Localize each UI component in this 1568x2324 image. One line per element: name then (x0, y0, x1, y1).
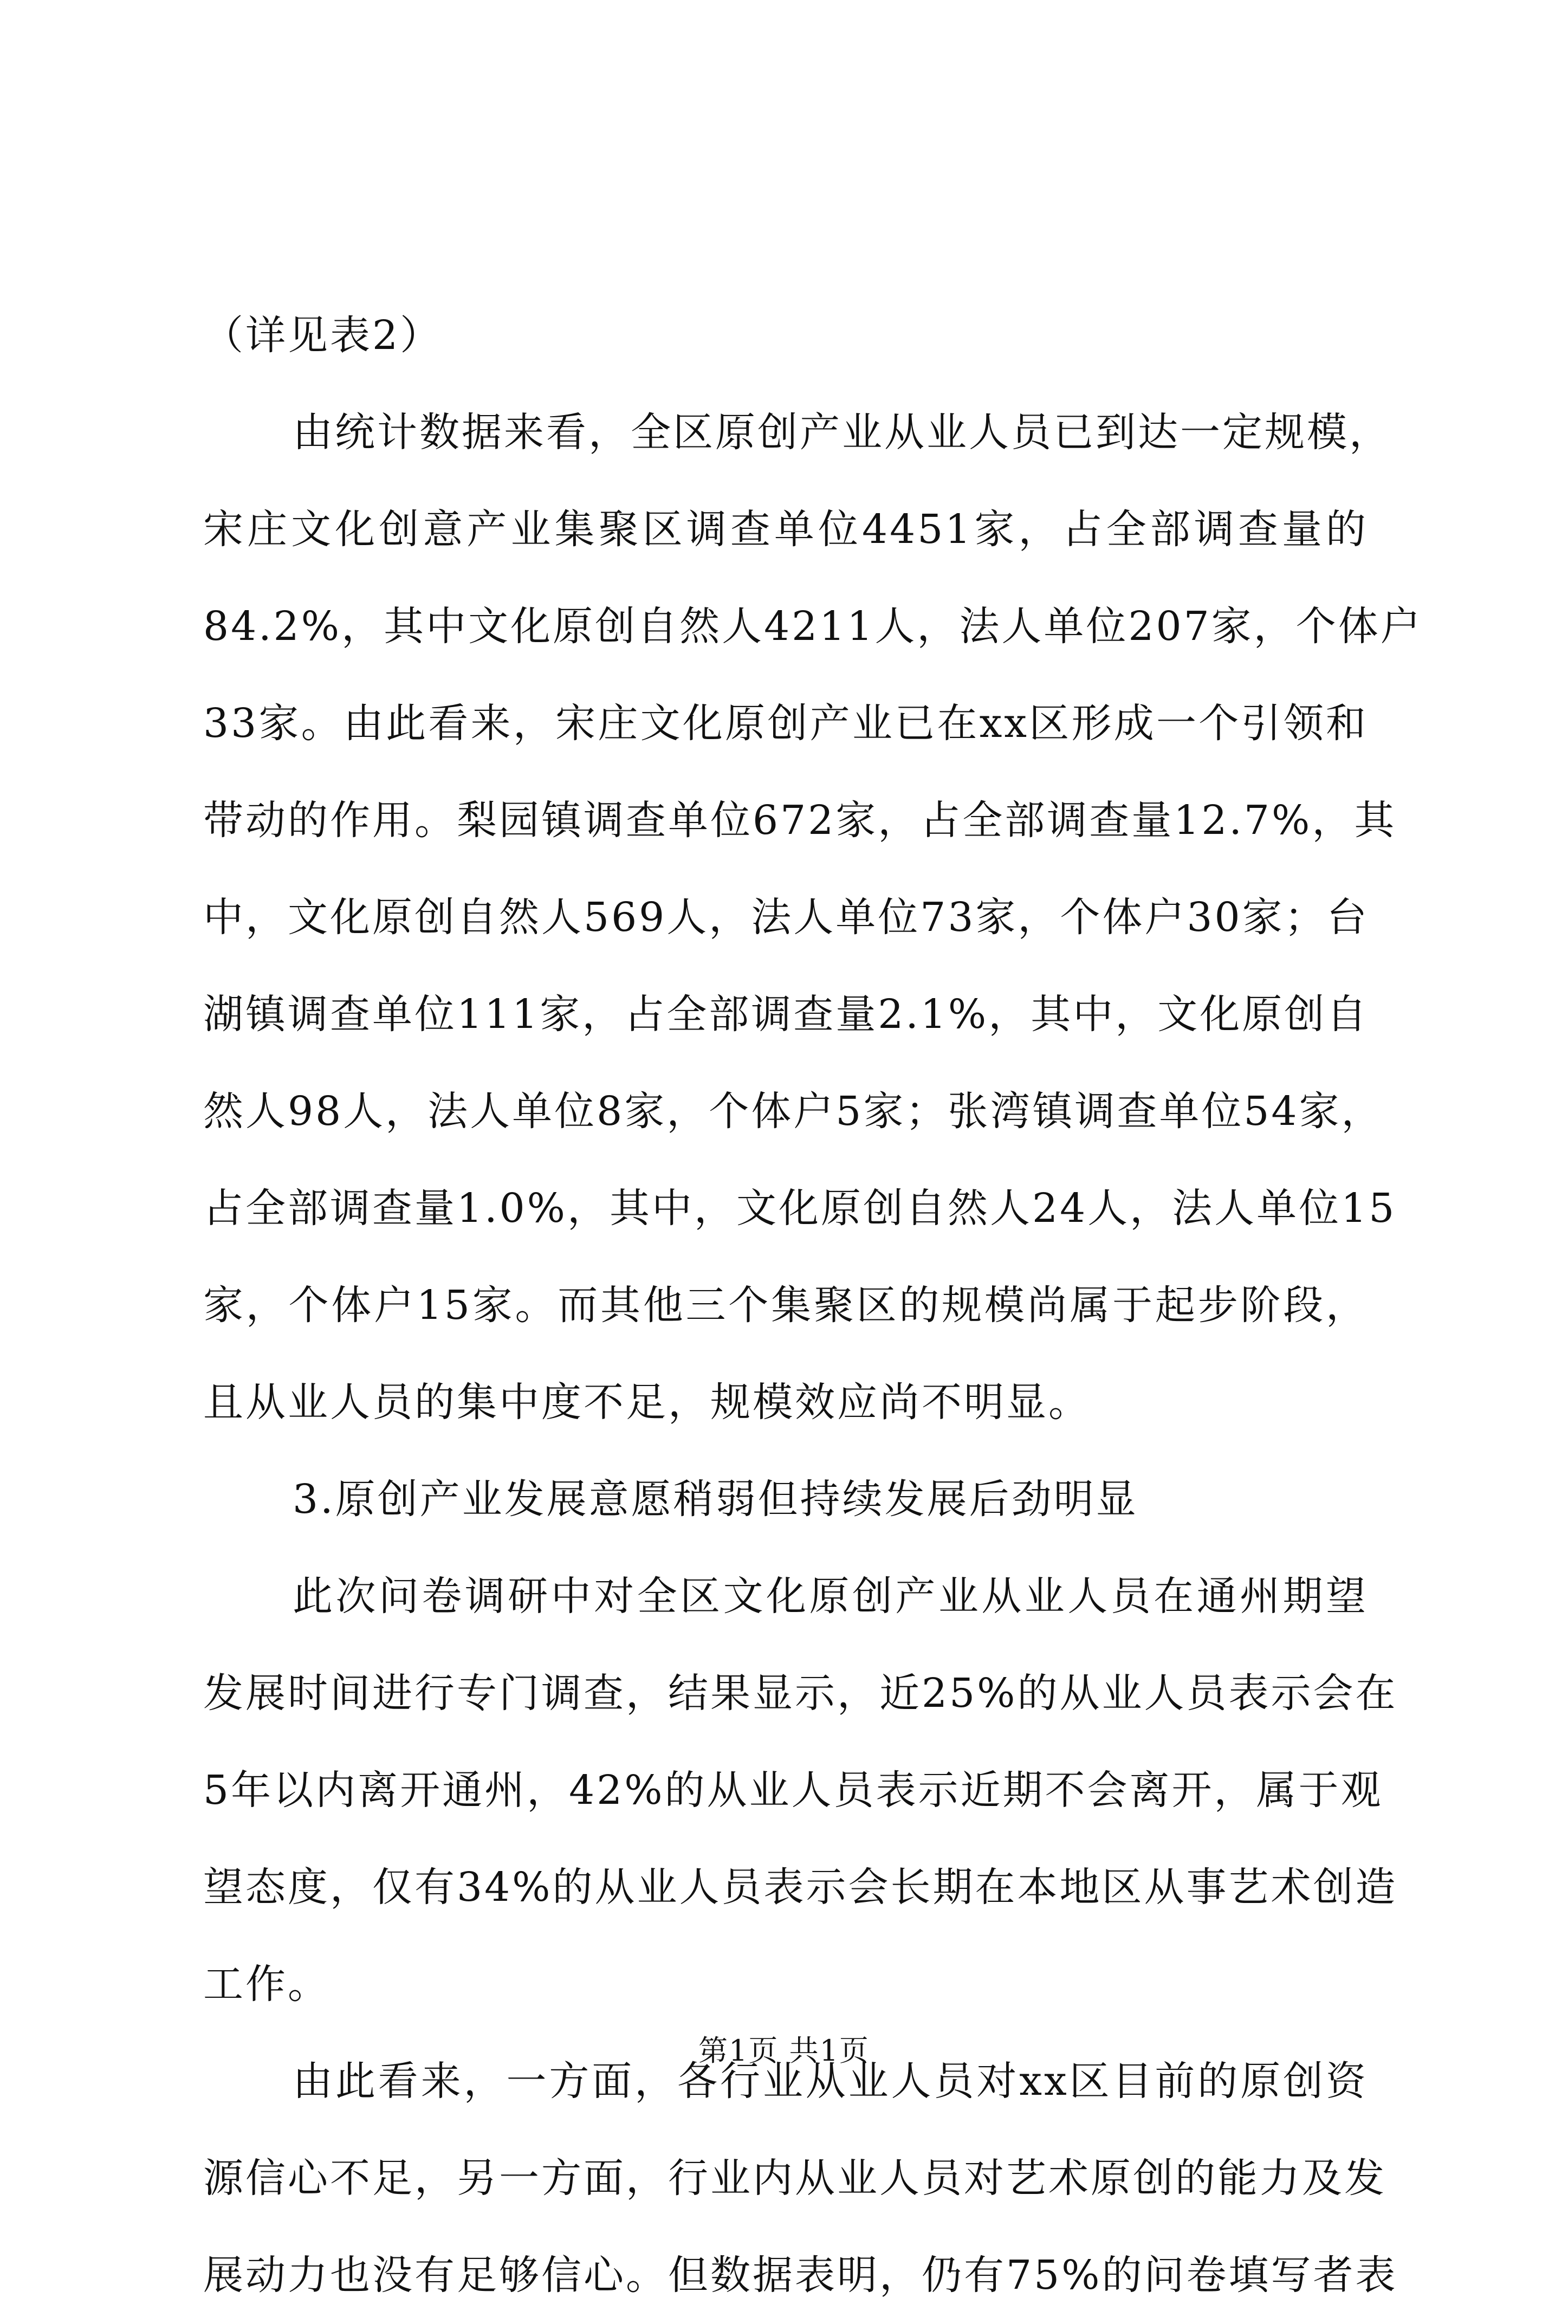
paragraph-line: 且从业人员的集中度不足，规模效应尚不明显。 (203, 1379, 1091, 1426)
paragraph-line: 宋庄文化创意产业集聚区调查单位4451家，占全部调查量的 (203, 506, 1368, 553)
document-body (203, 287, 1423, 2324)
paragraph-line: 由统计数据来看，全区原创产业从业人员已到达一定规模， (293, 409, 1391, 456)
paragraph-line: 然人98人，法人单位8家，个体户5家；张湾镇调查单位54家， (203, 1088, 1384, 1135)
section-heading: 3.原创产业发展意愿稍弱但持续发展后劲明显 (293, 1476, 1138, 1523)
page-footer: 第1页 共1页 (698, 2034, 870, 2068)
paragraph-line: 工作。 (203, 1961, 330, 2008)
paragraph-line: 带动的作用。梨园镇调查单位672家，占全部调查量12.7%，其 (203, 797, 1397, 844)
paragraph-line: 望态度，仅有34%的从业人员表示会长期在本地区从事艺术创造 (203, 1864, 1398, 1911)
paragraph-line: 展动力也没有足够信心。但数据表明，仍有75%的问卷填写者表 (203, 2252, 1398, 2299)
paragraph-line: 湖镇调查单位111家，占全部调查量2.1%，其中，文化原创自 (203, 991, 1369, 1038)
paragraph-line: 家，个体户15家。而其他三个集聚区的规模尚属于起步阶段， (203, 1282, 1368, 1329)
paragraph-line: （详见表2） (203, 312, 443, 359)
paragraph-line: 源信心不足，另一方面，行业内从业人员对艺术原创的能力及发 (203, 2155, 1386, 2202)
paragraph-line: 33家。由此看来，宋庄文化原创产业已在xx区形成一个引领和 (203, 700, 1368, 747)
paragraph-line: 发展时间进行专门调查，结果显示，近25%的从业人员表示会在 (203, 1670, 1398, 1717)
paragraph-line: 中，文化原创自然人569人，法人单位73家，个体户30家；台 (203, 894, 1369, 941)
paragraph-line: 5年以内离开通州，42%的从业人员表示近期不会离开，属于观 (203, 1767, 1383, 1814)
paragraph-line: 此次问卷调研中对全区文化原创产业从业人员在通州期望 (293, 1573, 1368, 1620)
paragraph-line: 由此看来，一方面，各行业从业人员对xx区目前的原创资 (293, 2058, 1368, 2105)
paragraph-line: 84.2%，其中文化原创自然人4211人，法人单位207家，个体户 (203, 603, 1423, 650)
paragraph-line: 占全部调查量1.0%，其中，文化原创自然人24人，法人单位15 (203, 1185, 1397, 1232)
